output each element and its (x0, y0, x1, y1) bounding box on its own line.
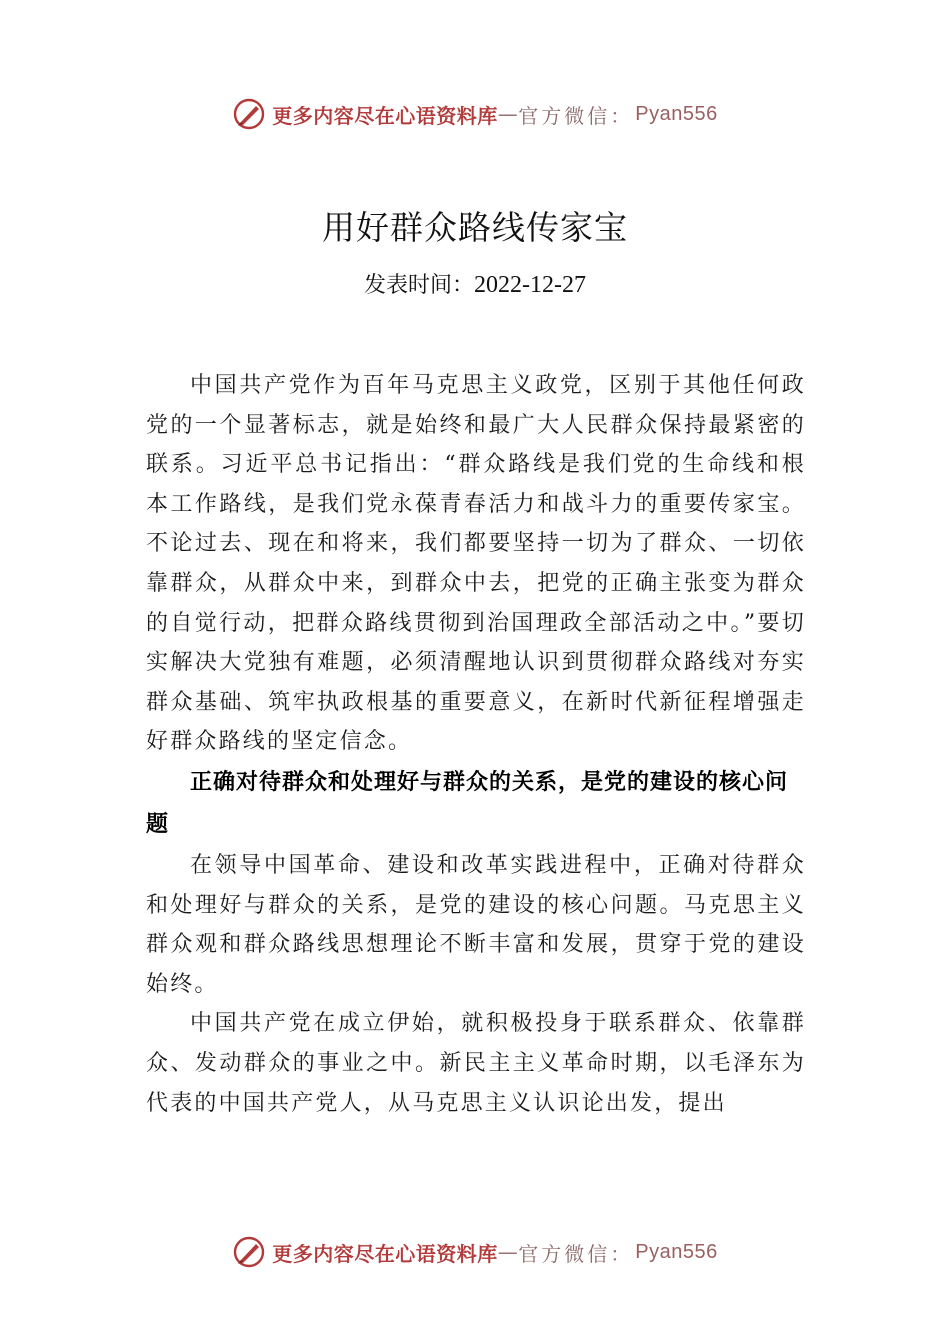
banner-site-name: 更多内容尽在心语资料库 (272, 1241, 498, 1266)
document-title: 用好群众路线传家宝 (322, 208, 628, 247)
quill-logo-icon (232, 1235, 266, 1269)
banner-wechat-label: 官方微信： (518, 1241, 634, 1266)
paragraph: 在领导中国革命、建设和改革实践进程中，正确对待群众和处理好与群众的关系，是党的建设的核心问题。马克思主义群众观和群众路线思想理论不断丰富和发展，贯穿于党的建设始终。 (146, 852, 806, 997)
banner-separator: — (497, 1240, 519, 1264)
banner-wechat-label: 官方微信： (518, 103, 634, 128)
header-banner (0, 94, 950, 134)
banner-account: Pyan556 (635, 102, 718, 125)
banner-account: Pyan556 (635, 1240, 718, 1263)
quill-logo-icon (232, 97, 266, 131)
banner-separator: — (497, 102, 519, 126)
publish-date-label: 发表时间： (364, 273, 475, 298)
section-heading: 正确对待群众和处理好与群众的关系，是党的建设的核心问题 (146, 769, 789, 837)
banner-site-name: 更多内容尽在心语资料库 (272, 103, 498, 128)
document-body (146, 366, 806, 1123)
publish-date (0, 268, 950, 299)
publish-date-value: 2022-12-27 (474, 272, 586, 298)
paragraph: 中国共产党作为百年马克思主义政党，区别于其他任何政党的一个显著标志，就是始终和最广大人民群众保持最紧密的联系。习近平总书记指出：“群众路线是我们党的生命线和根本工作路线，是我们党永葆青春活力和战斗力的重要传家宝。不论过去、现在和将来，我们都要坚持一切为了群众、一切依靠群众，从群众中来，到群众中去，把党的正确主张变为群众的自觉行动，把群众路线贯彻到治国理政全部活动之中。”要切实解决大党独有难题，必须清醒地认识到贯彻群众路线对夯实群众基础、筑牢执政根基的重要意义，在新时代新征程增强走好群众路线的坚定信念。 (146, 373, 806, 755)
footer-banner (0, 1232, 950, 1272)
paragraph: 中国共产党在成立伊始，就积极投身于联系群众、依靠群众、发动群众的事业之中。新民主主义革命时期，以毛泽东为代表的中国共产党人，从马克思主义认识论出发，提出 (146, 1011, 806, 1116)
